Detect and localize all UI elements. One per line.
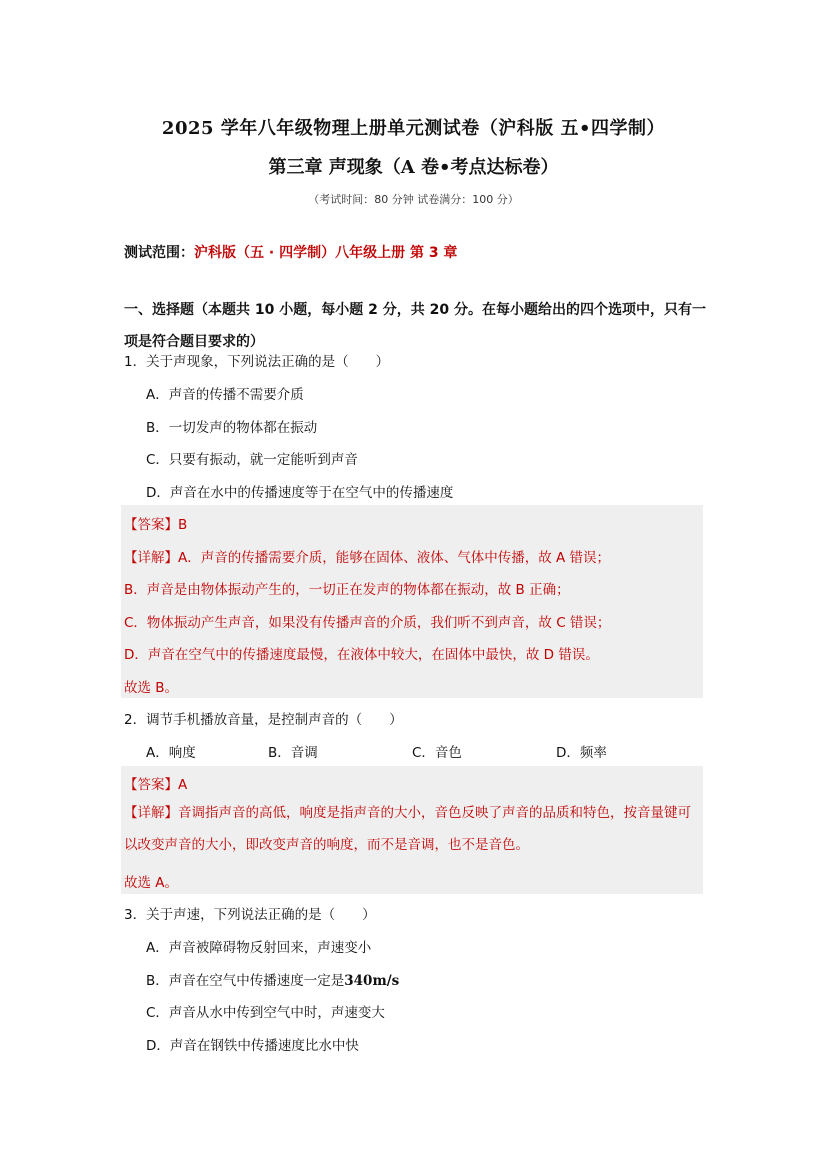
detail-1-line-1: 【详解】A．声音的传播需要介质，能够在固体、液体、气体中传播，故 A 错误； — [124, 550, 611, 566]
detail-1-line-5: 故选 B。 — [124, 680, 179, 696]
answer-box-1 — [121, 505, 703, 698]
question-1-option-c: C．只要有振动，就一定能听到声音 — [146, 452, 358, 468]
question-2-stem: 2．调节手机播放音量，是控制声音的（ ） — [124, 712, 403, 728]
question-1-option-d: D．声音在水中的传播速度等于在空气中的传播速度 — [146, 485, 454, 501]
question-2-option-d: D．频率 — [556, 745, 607, 761]
question-1-option-b: B．一切发声的物体都在振动 — [146, 420, 318, 436]
question-2-option-b: B．音调 — [268, 745, 318, 761]
question-3-option-b: B．声音在空气中传播速度一定是340m/s — [146, 973, 400, 989]
test-scope-value: 沪科版（五 · 四学制）八年级上册 第 3 章 — [194, 245, 458, 261]
section-heading: 一、选择题（本题共 10 小题，每小题 2 分，共 20 分。在每小题给出的四个选项中，只有一项是符合题目要求的） — [124, 302, 706, 350]
answer-1: 【答案】B — [124, 517, 188, 533]
exam-title: 2025 学年八年级物理上册单元测试卷（沪科版 五•四学制） — [161, 118, 666, 139]
question-1-stem: 1．关于声现象，下列说法正确的是（ ） — [124, 354, 390, 370]
question-3-stem: 3．关于声速，下列说法正确的是（ ） — [124, 907, 376, 923]
test-scope-label: 测试范围： — [124, 245, 194, 261]
detail-2-line-2: 故选 A。 — [124, 875, 179, 891]
detail-2-line-1: 【详解】音调指声音的高低，响度是指声音的大小，音色反映了声音的品质和特色，按音量键可以改变声音的大小，即改变声音的响度，而不是音调，也不是音色。 — [124, 805, 691, 853]
question-2-option-c: C．音色 — [412, 745, 462, 761]
question-3-option-c: C．声音从水中传到空气中时，声速变大 — [146, 1005, 385, 1021]
test-scope — [124, 242, 457, 262]
question-1-option-a: A．声音的传播不需要介质 — [146, 387, 304, 403]
detail-1-line-2: B．声音是由物体振动产生的，一切正在发声的物体都在振动，故 B 正确； — [124, 582, 570, 598]
chapter-title: 第三章 声现象（A 卷•考点达标卷） — [268, 157, 559, 178]
question-2-option-a: A．响度 — [146, 745, 196, 761]
answer-2: 【答案】A — [124, 777, 188, 793]
speed-value: 340m/s — [344, 973, 400, 989]
detail-1-line-4: D．声音在空气中的传播速度最慢，在液体中较大，在固体中最快，故 D 错误。 — [124, 647, 599, 663]
question-3-option-d: D．声音在钢铁中传播速度比水中快 — [146, 1038, 359, 1054]
question-3-option-a: A．声音被障碍物反射回来，声速变小 — [146, 940, 372, 956]
exam-info: （考试时间：80 分钟 试卷满分：100 分） — [308, 193, 519, 206]
detail-1-line-3: C．物体振动产生声音，如果没有传播声音的介质，我们听不到声音，故 C 错误； — [124, 615, 611, 631]
